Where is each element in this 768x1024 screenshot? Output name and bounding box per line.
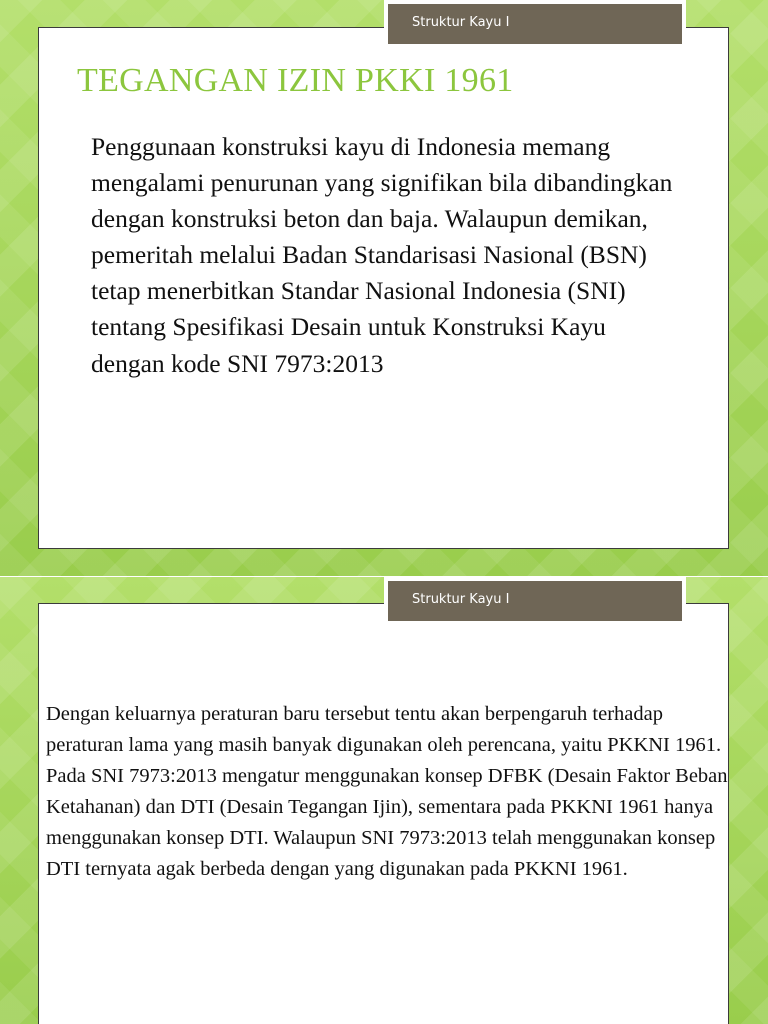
- slide-2-body-text: Dengan keluarnya peraturan baru tersebut tentu akan berpengaruh terhadap peraturan lama yang masih banyak digunakan oleh perencana, yaitu PKKNI 1961. Pada SNI 7973:2013 mengatur menggunakan konsep DFBK (Desain Faktor Beban Ketahanan) dan DTI (Desain Tegangan Ijin), sementara pada PKKNI 1961 hanya menggunakan konsep DTI. Walaupun SNI 7973:2013 telah menggunakan konsep DTI ternyata agak berbeda dengan yang digunakan pada PKKNI 1961.: [46, 703, 728, 880]
- slide-1-body-text: Penggunaan konstruksi kayu di Indonesia memang mengalami penurunan yang signifikan bila dibandingkan dengan konstruksi beton dan baja. Walaupun demikan, pemeritah melalui Badan Standarisasi Nasional (BSN) tetap menerbitkan Standar Nasional Indonesia (SNI) tentang Spesifikasi Desain untuk Konstruksi Kayu dengan kode SNI 7973:2013: [91, 132, 673, 378]
- slide-1-title: TEGANGAN IZIN PKKI 1961: [77, 62, 514, 99]
- slide-2-header-tab: [384, 577, 686, 625]
- slide-2-content-box: [38, 603, 729, 1024]
- slide-1-header-label: Struktur Kayu I: [388, 4, 682, 44]
- slide-2: [0, 577, 768, 1024]
- slide-1-content-box: [38, 27, 729, 549]
- slide-1-header-tab: [384, 0, 686, 48]
- slide-2-header-label: Struktur Kayu I: [388, 581, 682, 621]
